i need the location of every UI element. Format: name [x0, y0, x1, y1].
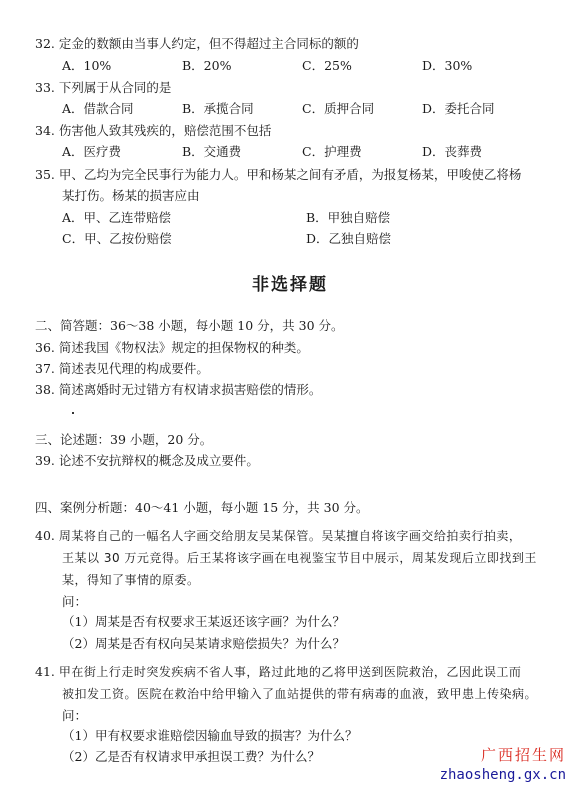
option-d: D．30%	[422, 58, 473, 73]
question-text: 论述不安抗辩权的概念及成立要件。	[58, 453, 259, 468]
question-number: 35.	[35, 167, 55, 182]
sub-question-2: （2）乙是否有权请求甲承担误工费？为什么？	[62, 749, 320, 764]
question-39	[35, 453, 259, 469]
question-text: 简述离婚时无过错方有权请求损害赔偿的情形。	[58, 382, 322, 397]
question-text-continued: 某打伤。杨某的损害应由	[62, 188, 200, 203]
stray-mark	[72, 412, 74, 414]
option-a: A．医疗费	[62, 144, 122, 159]
question-number: 33.	[35, 80, 55, 95]
question-37	[35, 361, 209, 377]
option-c: C．甲、乙按份赔偿	[62, 231, 172, 246]
sub-question-1: （1）周某是否有权要求王某返还该字画？为什么？	[62, 614, 345, 629]
site-url[interactable]: zhaosheng.gx.cn	[439, 767, 566, 783]
site-name: 广西招生网	[480, 746, 566, 764]
question-34	[35, 123, 271, 139]
question-38	[35, 382, 321, 398]
question-text: 简述表见代理的构成要件。	[58, 361, 209, 376]
option-d: D．丧葬费	[422, 144, 483, 159]
sub-question-2: （2）周某是否有权向吴某请求赔偿损失？为什么？	[62, 636, 345, 651]
question-number: 39.	[35, 453, 55, 468]
sub-question-1: （1）甲有权要求谁赔偿因输血导致的损害？为什么？	[62, 728, 358, 743]
option-d: D．委托合同	[422, 101, 495, 116]
option-b: B．甲独自赔偿	[306, 210, 391, 225]
question-text-continued: 某，得知了事情的原委。	[62, 573, 200, 587]
question-number: 36.	[35, 340, 55, 355]
question-number: 40.	[35, 528, 55, 543]
question-text: 周某将自己的一幅名人字画交给朋友吴某保管。吴某擅自将该字画交给拍卖行拍卖，	[58, 529, 522, 543]
option-d: D．乙独自赔偿	[306, 231, 392, 246]
ask-label: 问：	[62, 594, 88, 609]
option-b: B．交通费	[182, 144, 242, 159]
option-b: B．20%	[182, 58, 232, 73]
option-b: B．承揽合同	[182, 101, 254, 116]
question-number: 34.	[35, 123, 55, 138]
option-a: A．借款合同	[62, 101, 134, 116]
option-a: A．10%	[62, 58, 112, 73]
site-watermark	[440, 744, 566, 783]
question-41	[35, 664, 521, 680]
question-text: 伤害他人致其残疾的，赔偿范围不包括	[58, 123, 272, 138]
option-c: C．护理费	[302, 144, 362, 159]
option-c: C．质押合同	[302, 101, 375, 116]
question-36	[35, 340, 309, 356]
question-text-continued: 被扣发工资。医院在救治中给甲输入了血站提供的带有病毒的血液，致甲患上传染病。	[62, 687, 538, 701]
question-text: 简述我国《物权法》规定的担保物权的种类。	[58, 340, 309, 355]
section-title: 非选择题	[252, 275, 328, 295]
option-a: A．甲、乙连带赔偿	[62, 210, 172, 225]
question-number: 32.	[35, 36, 55, 51]
question-text: 甲在街上行走时突发疾病不省人事，路过此地的乙将甲送到医院救治，乙因此误工而	[58, 665, 522, 679]
question-text: 定金的数额由当事人约定，但不得超过主合同标的额的	[58, 36, 359, 51]
question-number: 37.	[35, 361, 55, 376]
ask-label: 问：	[62, 708, 88, 723]
question-text: 甲、乙均为完全民事行为能力人。甲和杨某之间有矛盾，为报复杨某，甲唆使乙将杨	[58, 167, 522, 182]
question-text: 下列属于从合同的是	[58, 80, 172, 95]
question-number: 38.	[35, 382, 55, 397]
question-number: 41.	[35, 664, 55, 679]
question-text-continued: 王某以 30 万元竞得。后王某将该字画在电视鉴宝节目中展示，周某发现后立即找到王	[62, 551, 537, 565]
part-4-heading: 四、案例分析题：40～41 小题，每小题 15 分，共 30 分。	[35, 500, 369, 515]
part-2-heading: 二、简答题：36～38 小题，每小题 10 分，共 30 分。	[35, 318, 344, 333]
part-3-heading: 三、论述题：39 小题，20 分。	[35, 432, 213, 447]
question-33	[35, 80, 171, 96]
question-40	[35, 528, 521, 544]
question-32	[35, 36, 359, 52]
question-35	[35, 167, 521, 183]
option-c: C．25%	[302, 58, 352, 73]
